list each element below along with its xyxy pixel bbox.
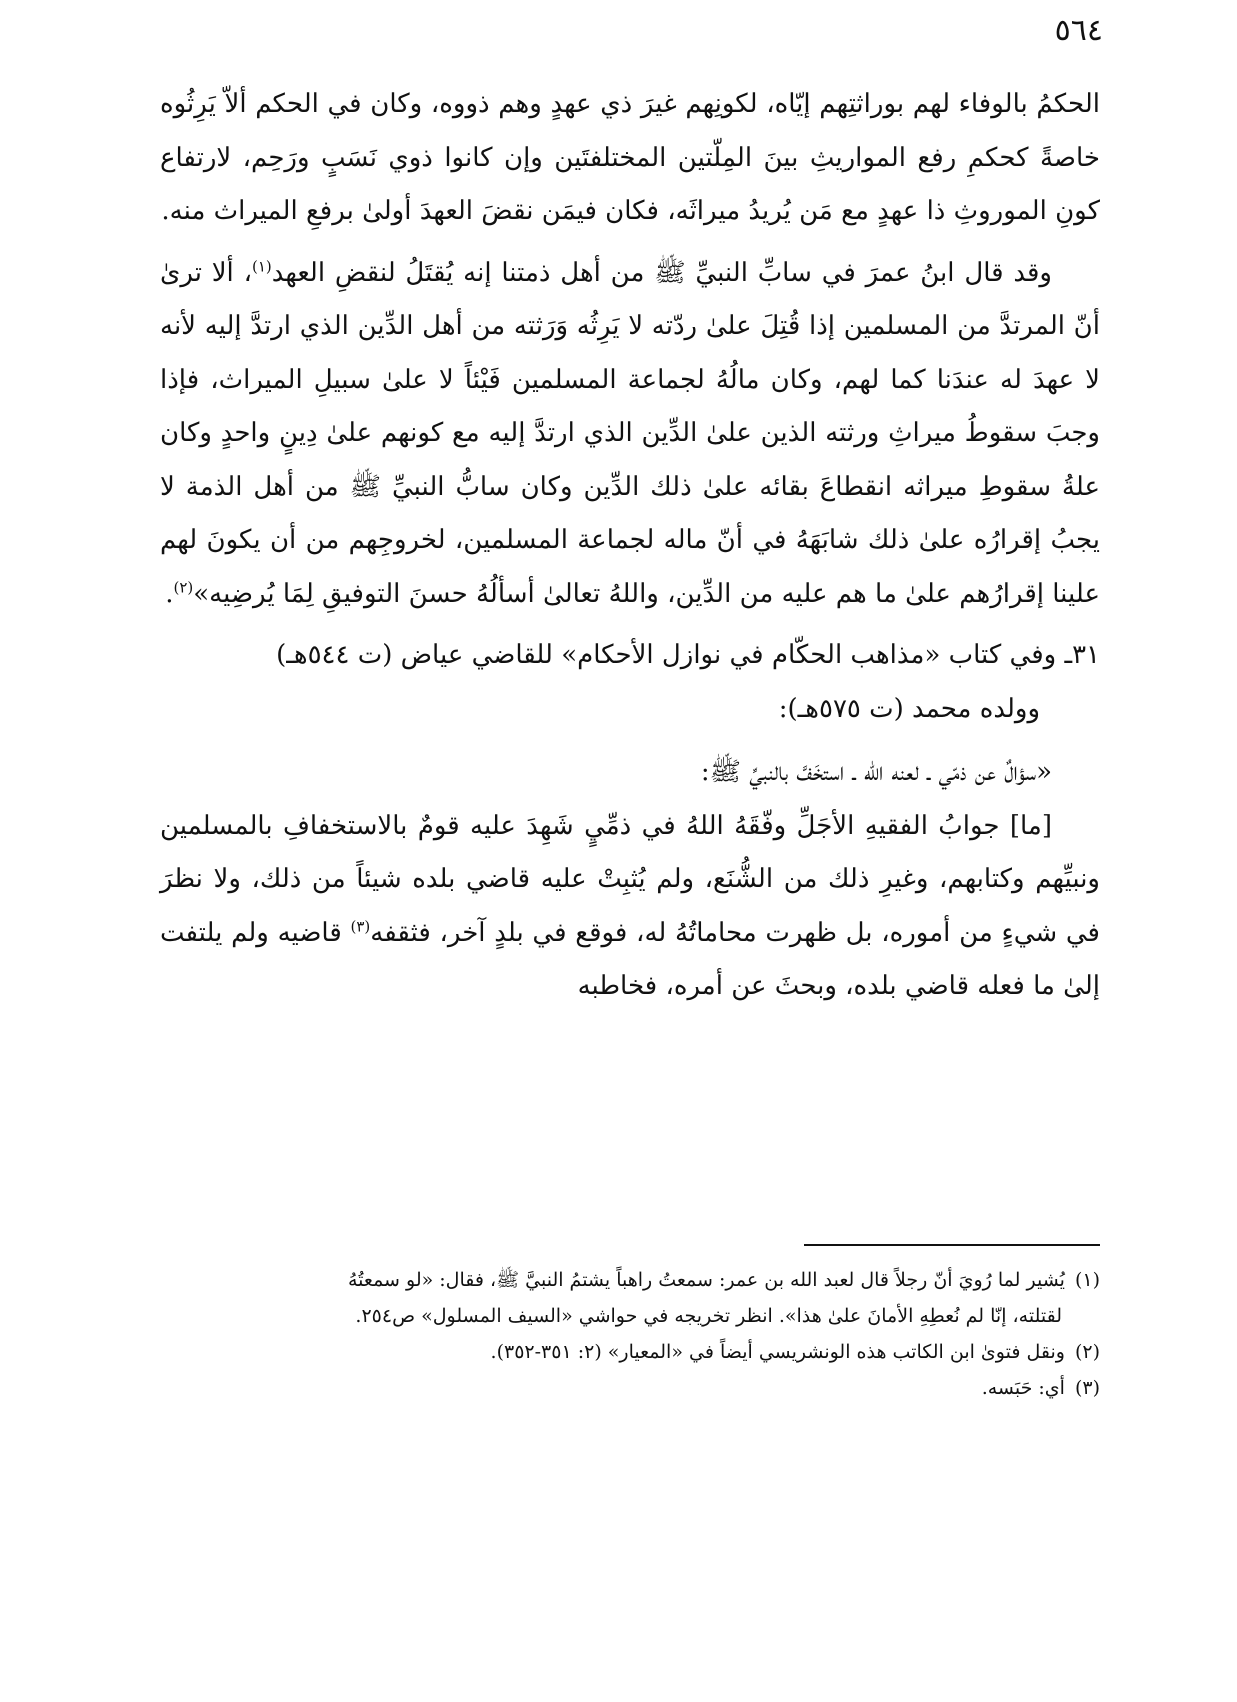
paragraph-2-text: وقد قال ابنُ عمرَ في سابِّ النبيِّ ﷺ من أهل ذمتنا إنه يُقتَلُ لنقضِ العهد [271, 257, 1052, 288]
paragraph-4 [160, 800, 1100, 1014]
paragraph-2-rest: ، ألا ترىٰ أنّ المرتدَّ من المسلمين إذا قُتِلَ علىٰ ردّته لا يَرِثُه وَرَثته من أهل الدِّين الذي ارتدَّ إليه لأنه لا عهدَ له عندَنا كما لهم، وكان مالُهُ لجماعة المسلمين فَيْئاً لا علىٰ سبيلِ الميراث، فإذا وجبَ سقوطُ ميراثِ ورثته الذين علىٰ الدِّين الذي ارتدَّ إليه مع كونهم علىٰ دِينٍ واحدٍ وكان علةُ سقوطِ ميراثه انقطاعَ بقائه علىٰ ذلك الدِّين وكان سابُّ النبيِّ ﷺ من أهل الذمة لا يجبُ إقرارُه علىٰ ذلك شابَهَهُ في أنّ ماله لجماعة المسلمين، لخروجِهم من أن يكونَ لهم علينا إقرارُهم علىٰ ما هم عليه من الدِّين، واللهُ تعالىٰ أسألُهُ حسنَ التوفيقِ لِمَا يُرضِيه» [160, 257, 1100, 609]
footnote-1 [160, 1262, 1100, 1298]
footnote-ref-2: (٢) [173, 577, 194, 596]
footnote-2 [160, 1334, 1100, 1370]
footnote-divider [804, 1244, 1100, 1246]
footnote-ref-3: (٣) [350, 916, 371, 935]
footnote-2-number: (٢) [1074, 1341, 1100, 1363]
page-number: ٥٦٤ [1054, 13, 1103, 48]
footnote-2-text: ونقل فتوىٰ ابن الكاتب هذه الونشريسي أيضاً في «المعيار» (٢: ٣٥١-٣٥٢). [490, 1341, 1065, 1363]
footnote-3 [160, 1370, 1100, 1406]
footnote-3-number: (٣) [1074, 1377, 1100, 1399]
item-31-heading: ٣١ـ وفي كتاب «مذاهب الحكّام في نوازل الأحكام» للقاضي عياض (ت ٥٤٤هـ) [276, 640, 1100, 670]
main-text [160, 78, 1100, 1022]
item-31-subheading: وولده محمد (ت ٥٧٥هـ): [778, 693, 1040, 724]
footnote-3-text: أي: حَبَسه. [981, 1377, 1065, 1399]
footnote-1-continuation: لقتلته، إنّا لم نُعطِهِ الأمانَ علىٰ هذا». انظر تخريجه في حواشي «السيف المسلول» ص٢٥٤. [355, 1305, 1062, 1327]
paragraph-2-end: . [165, 578, 174, 609]
paragraph-4-rest: قاضيه ولم يلتفت إلىٰ ما فعله قاضي بلده، وبحثَ عن أمره، فخاطبه [160, 917, 1100, 1001]
question-title: «سؤالٌ عن ذمّي ـ لعنه الله ـ استخَفَّ بالنبيِّ ﷺ: [700, 757, 1052, 787]
paragraph-1: الحكمُ بالوفاء لهم بوراثتِهم إيّاه، لكونِهم غيرَ ذي عهدٍ وهم ذووه، وكان في الحكم ألاّ يَرِثُوه خاصةً كحكمِ رفع المواريثِ بينَ المِلّتين المختلفتَين وإن كانوا ذوي نَسَبٍ ورَحِم، لارتفاع كونِ الموروثِ ذا عهدٍ مع مَن يُريدُ ميراثَه، فكان فيمَن نقضَ العهدَ أولىٰ برفعِ الميراث منه. [160, 89, 1100, 226]
footnote-1-text: يُشير لما رُويَ أنّ رجلاً قال لعبد الله بن عمر: سمعتُ راهباً يشتمُ النبيَّ ﷺ، فقال: «لو سمعتُهُ [347, 1269, 1065, 1291]
footnotes [160, 1262, 1100, 1406]
footnote-1-number: (١) [1074, 1269, 1100, 1291]
footnote-ref-1: (١) [251, 256, 272, 275]
paragraph-2 [160, 247, 1100, 622]
paragraph-4-text: [ما] جوابُ الفقيهِ الأجَلِّ وفّقَهُ اللهُ في ذمِّيٍ شَهِدَ عليه قومٌ بالاستخفافِ بالمسلمين ونبيِّهم وكتابهم، وغيرِ ذلك من الشُّنَع، ولم يُثبِتْ عليه قاضي بلده شيئاً من ذلك، ولا نظرَ في شيءٍ من أموره، بل ظهرت محاماتُهُ له، فوقع في بلدٍ آخر، فثقفه [160, 810, 1100, 948]
